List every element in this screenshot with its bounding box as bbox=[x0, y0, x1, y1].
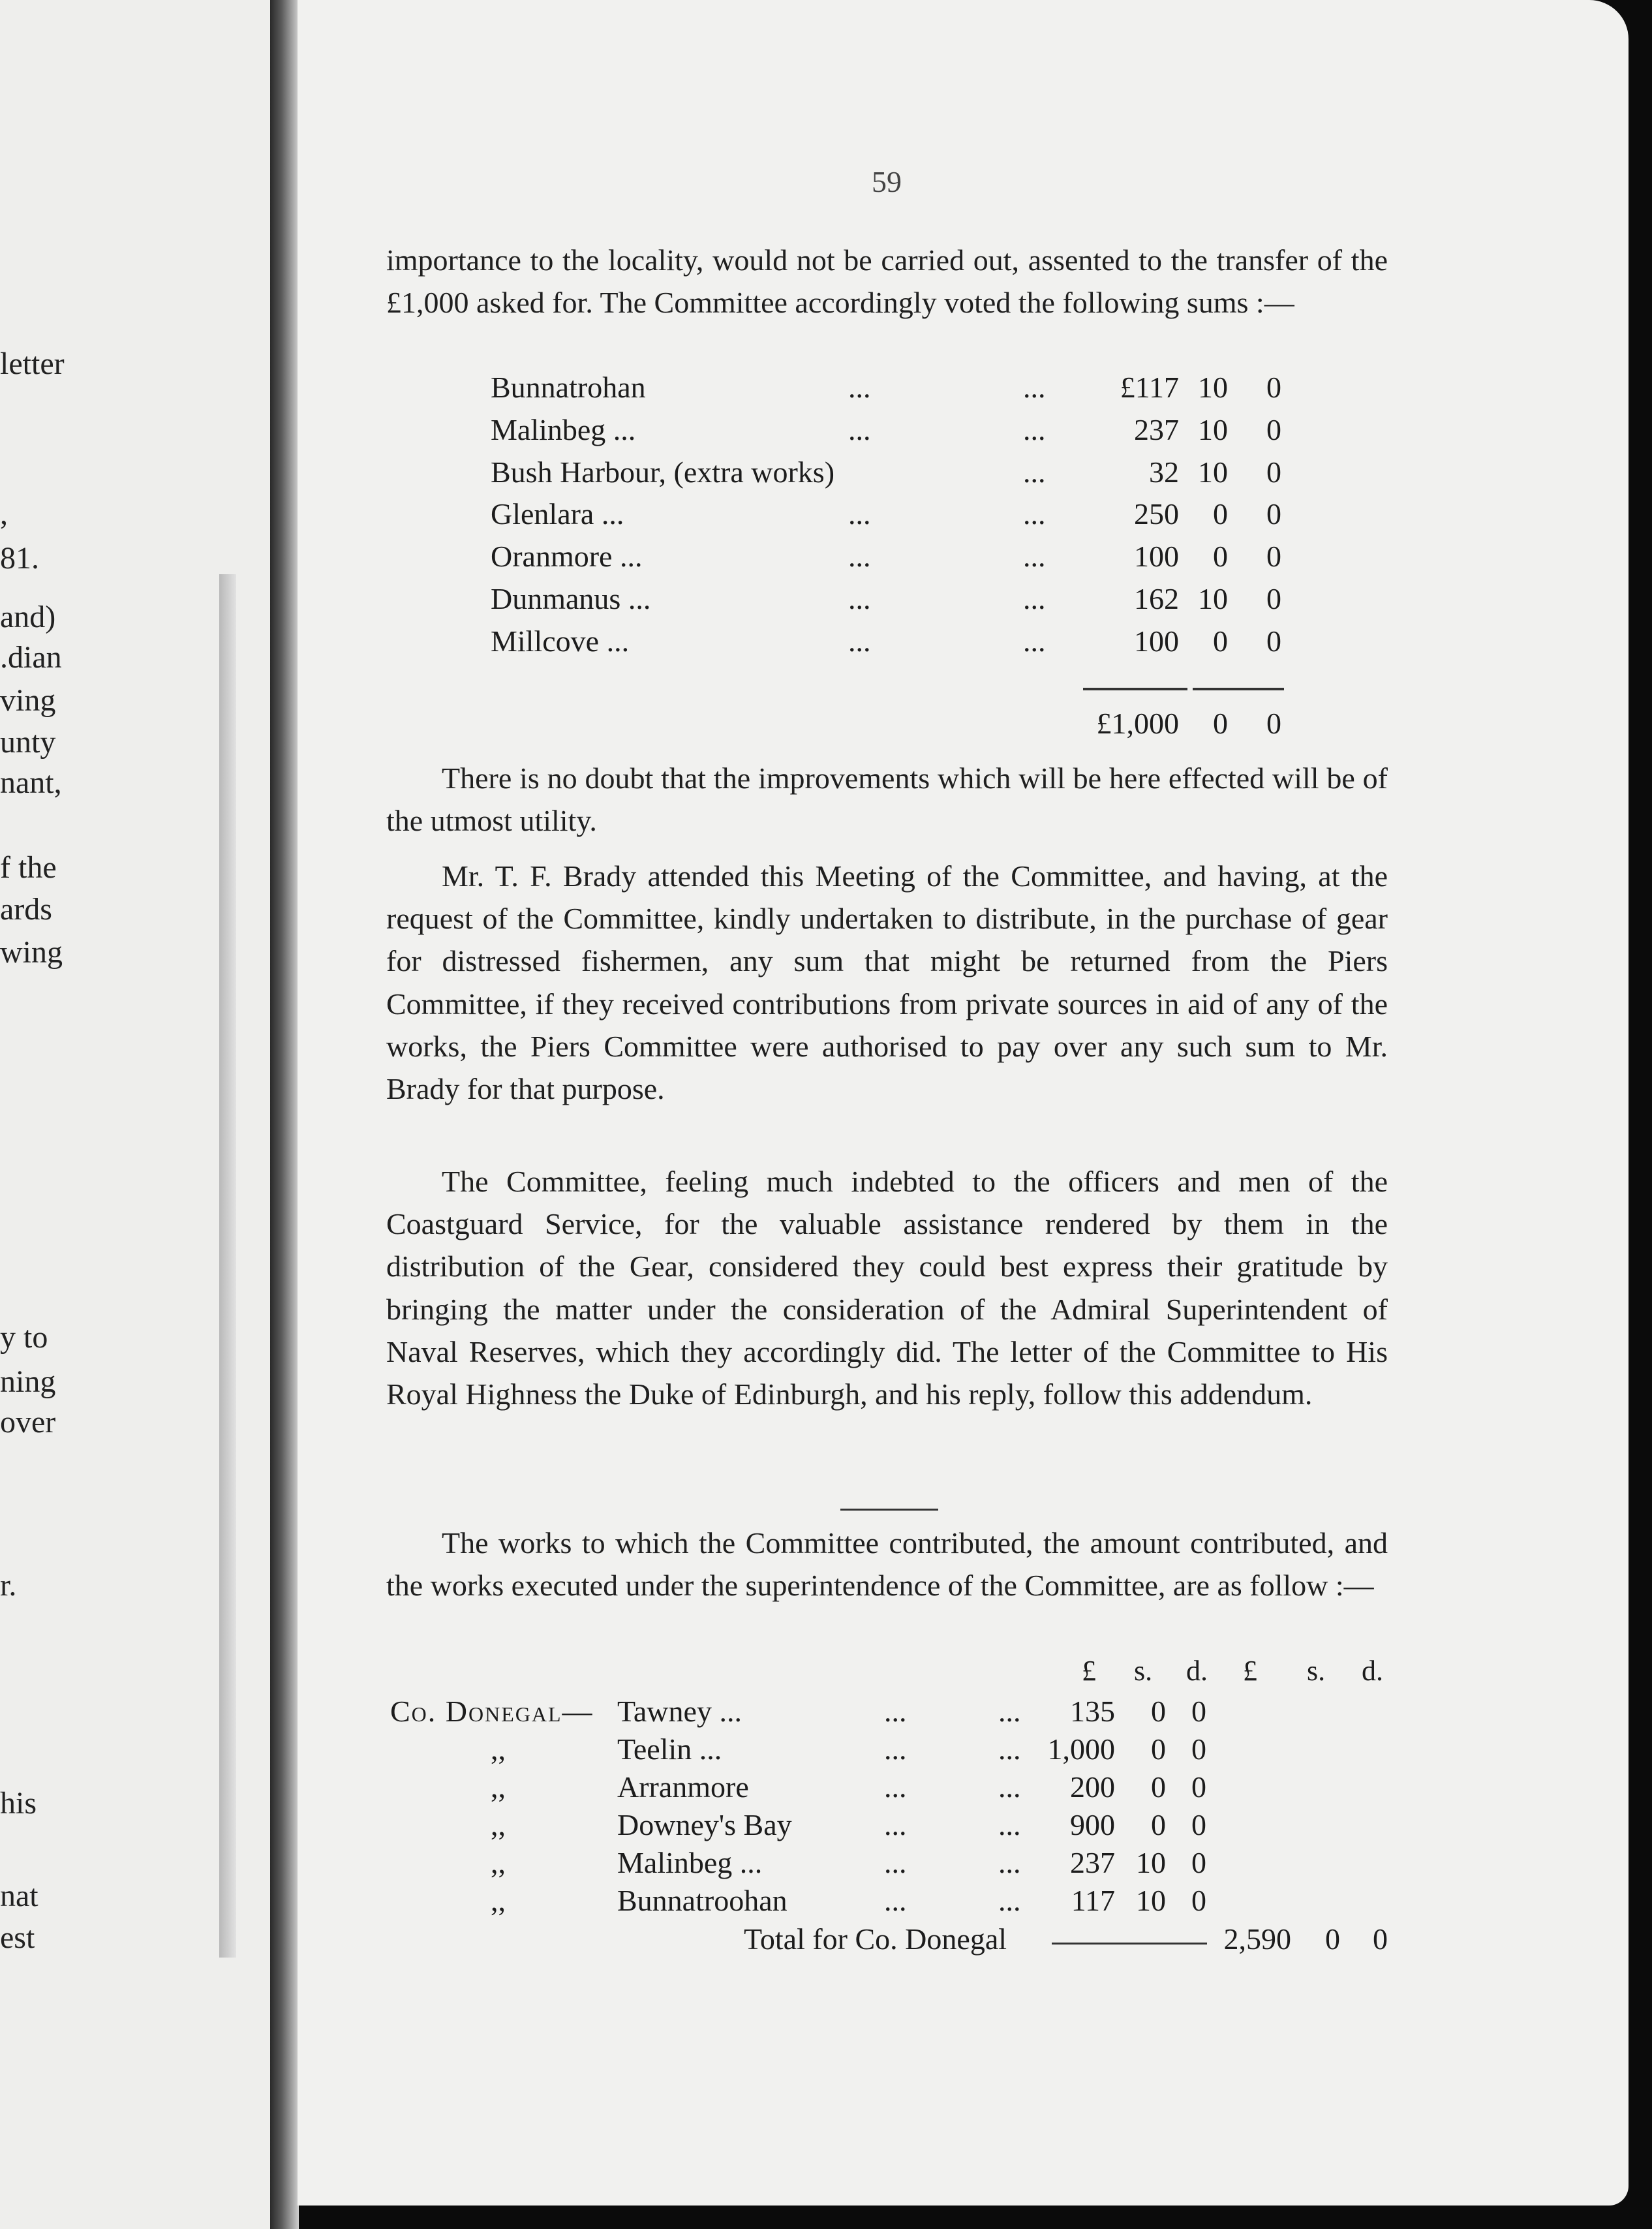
vote-shillings: 10 bbox=[1198, 582, 1228, 615]
vote-pounds: £117 bbox=[1120, 371, 1179, 404]
contribution-place: Downey's Bay bbox=[617, 1808, 792, 1841]
votes-total-pounds: £1,000 bbox=[1096, 707, 1179, 740]
vote-pounds: 250 bbox=[1134, 497, 1179, 531]
vote-leader-dots: ... bbox=[1023, 540, 1046, 574]
facing-page-fragment: , bbox=[0, 497, 8, 531]
contribution-shillings: 0 bbox=[1151, 1695, 1166, 1728]
vote-shillings: 0 bbox=[1213, 497, 1228, 531]
contribution-shillings: 0 bbox=[1151, 1732, 1166, 1766]
facing-page bbox=[0, 0, 274, 2229]
vote-location: Oranmore ... bbox=[491, 540, 643, 574]
vote-pence: 0 bbox=[1266, 624, 1281, 658]
vote-leader-dots: ... bbox=[1023, 412, 1046, 446]
facing-page-fragment: f the bbox=[0, 850, 57, 885]
votes-total-shillings: 0 bbox=[1213, 707, 1228, 740]
header-shillings-1: s. bbox=[1134, 1655, 1153, 1687]
facing-page-fragment: nant, bbox=[0, 765, 62, 800]
vote-pounds: 162 bbox=[1134, 582, 1179, 615]
county-prefix: Co. Donegal— bbox=[390, 1695, 594, 1728]
vote-leader-dots: ... bbox=[848, 371, 871, 404]
vote-pence: 0 bbox=[1266, 371, 1281, 404]
contribution-pence: 0 bbox=[1191, 1770, 1206, 1804]
vote-location: Malinbeg ... bbox=[491, 412, 636, 446]
facing-page-fragment: 81. bbox=[0, 541, 39, 576]
vote-shillings: 0 bbox=[1213, 624, 1228, 658]
intro-paragraph bbox=[386, 239, 1388, 324]
ditto-mark: ,, bbox=[491, 1808, 506, 1841]
vote-location: Glenlara ... bbox=[491, 497, 624, 531]
contribution-leader-dots: ... bbox=[884, 1770, 907, 1804]
contribution-place: Bunnatroohan bbox=[617, 1884, 788, 1917]
contribution-pence: 0 bbox=[1191, 1732, 1206, 1766]
contribution-place: Arranmore bbox=[617, 1770, 749, 1804]
contribution-shillings: 0 bbox=[1151, 1808, 1166, 1841]
contribution-pence: 0 bbox=[1191, 1695, 1206, 1728]
vote-location: Dunmanus ... bbox=[491, 582, 651, 615]
vote-shillings: 10 bbox=[1198, 371, 1228, 404]
page-number: 59 bbox=[872, 165, 902, 198]
vote-pence: 0 bbox=[1266, 412, 1281, 446]
vote-pounds: 32 bbox=[1149, 455, 1179, 489]
vote-shillings: 10 bbox=[1198, 412, 1228, 446]
contribution-place: Tawney ... bbox=[617, 1695, 742, 1728]
ditto-mark: ,, bbox=[491, 1846, 506, 1879]
brady-paragraph bbox=[386, 855, 1388, 1110]
vote-leader-dots: ... bbox=[1023, 455, 1046, 489]
contribution-pounds: 135 bbox=[1070, 1695, 1115, 1728]
vote-pence: 0 bbox=[1266, 497, 1281, 531]
binding-gutter bbox=[270, 0, 299, 2229]
facing-page-fragment: est bbox=[0, 1920, 35, 1955]
vote-location: Bunnatrohan bbox=[491, 371, 646, 404]
section-divider bbox=[840, 1509, 938, 1511]
vote-leader-dots: ... bbox=[1023, 624, 1046, 658]
facing-page-fragment: ning bbox=[0, 1364, 56, 1399]
contribution-leader-dots: ... bbox=[998, 1770, 1021, 1804]
county-total-shillings: 0 bbox=[1325, 1922, 1340, 1956]
county-total-pounds: 2,590 bbox=[1223, 1922, 1291, 1956]
votes-total-pence: 0 bbox=[1266, 707, 1281, 740]
vote-shillings: 0 bbox=[1213, 540, 1228, 574]
vote-leader-dots: ... bbox=[848, 540, 871, 574]
contribution-pence: 0 bbox=[1191, 1846, 1206, 1879]
works-text: The works to which the Committee contributed, the amount contributed, and the works executed under the superintendence of the Committee, are as follow :— bbox=[386, 1526, 1388, 1603]
contribution-leader-dots: ... bbox=[884, 1846, 907, 1879]
contribution-place: Malinbeg ... bbox=[617, 1846, 763, 1879]
intro-text: importance to the locality, would not be carried out, assented to the transfer of the £1,000 asked for. The Committee accordingly voted the following sums :— bbox=[386, 243, 1388, 320]
header-shillings-2: s. bbox=[1307, 1655, 1326, 1687]
vote-leader-dots: ... bbox=[1023, 582, 1046, 615]
facing-page-fragment: his bbox=[0, 1786, 37, 1821]
facing-page-fragment: unty bbox=[0, 725, 56, 760]
contribution-leader-dots: ... bbox=[998, 1808, 1021, 1841]
contribution-pence: 0 bbox=[1191, 1884, 1206, 1917]
facing-page-fragment: and) bbox=[0, 600, 56, 634]
sum-rule-shillings bbox=[1193, 688, 1284, 690]
county-total-label: Total for Co. Donegal bbox=[744, 1922, 1007, 1956]
header-pence-2: d. bbox=[1362, 1655, 1383, 1687]
works-paragraph bbox=[386, 1522, 1388, 1606]
contribution-leader-dots: ... bbox=[998, 1732, 1021, 1766]
contribution-place: Teelin ... bbox=[617, 1732, 722, 1766]
ditto-mark: ,, bbox=[491, 1884, 506, 1917]
vote-leader-dots: ... bbox=[1023, 497, 1046, 531]
facing-page-fragment: y to bbox=[0, 1320, 48, 1355]
brady-text: Mr. T. F. Brady attended this Meeting of the Committee, and having, at the request of the Committee, kindly undertaken to distribute, in the purchase of gear for distressed fishermen, any sum that might be returned from the Piers Committee, if they received contributions from private sources in aid of any of the works, the Piers Committee were authorised to pay over any such sum to Mr. Brady for that purpose. bbox=[386, 859, 1388, 1106]
vote-shillings: 10 bbox=[1198, 455, 1228, 489]
vote-leader-dots: ... bbox=[848, 582, 871, 615]
header-pounds-2: £ bbox=[1243, 1655, 1257, 1687]
facing-page-fragment: ving bbox=[0, 683, 56, 718]
facing-page-fragment: r. bbox=[0, 1568, 17, 1603]
vote-pence: 0 bbox=[1266, 455, 1281, 489]
sum-rule-pounds bbox=[1083, 688, 1187, 690]
contribution-leader-dots: ... bbox=[884, 1732, 907, 1766]
doubt-paragraph bbox=[386, 757, 1388, 842]
facing-page-fragment: wing bbox=[0, 935, 63, 970]
vote-location: Bush Harbour, (extra works) bbox=[491, 455, 835, 489]
contribution-leader-dots: ... bbox=[998, 1695, 1021, 1728]
facing-page-fragment: nat bbox=[0, 1879, 38, 1913]
facing-page-fragment: over bbox=[0, 1405, 56, 1439]
header-pounds-1: £ bbox=[1082, 1655, 1096, 1687]
vote-leader-dots: ... bbox=[848, 624, 871, 658]
doubt-text: There is no doubt that the improvements which will be here effected will be of the utmost utility. bbox=[386, 761, 1388, 838]
contribution-pounds: 117 bbox=[1071, 1884, 1115, 1917]
contribution-shillings: 0 bbox=[1151, 1770, 1166, 1804]
vote-pence: 0 bbox=[1266, 540, 1281, 574]
coastguard-paragraph bbox=[386, 1160, 1388, 1415]
contribution-leader-dots: ... bbox=[884, 1884, 907, 1917]
contribution-pounds: 900 bbox=[1070, 1808, 1115, 1841]
coastguard-text: The Committee, feeling much indebted to the officers and men of the Coastguard Service, for the valuable assistance rendered by them in the distribution of the Gear, considered they could best express their gratitude by bringing the matter under the consideration of the Admiral Superintendent of Naval Reserves, which they accordingly did. The letter of the Committee to His Royal Highness the Duke of Edinburgh, and his reply, follow this addendum. bbox=[386, 1165, 1388, 1411]
vote-pounds: 100 bbox=[1134, 540, 1179, 574]
contribution-leader-dots: ... bbox=[884, 1808, 907, 1841]
facing-page-fragment: .dian bbox=[0, 640, 62, 675]
total-leader-line bbox=[1052, 1943, 1207, 1945]
contribution-pounds: 200 bbox=[1070, 1770, 1115, 1804]
ditto-mark: ,, bbox=[491, 1770, 506, 1804]
contribution-pence: 0 bbox=[1191, 1808, 1206, 1841]
facing-page-fragment: letter bbox=[0, 346, 65, 381]
ditto-mark: ,, bbox=[491, 1732, 506, 1766]
contribution-pounds: 237 bbox=[1070, 1846, 1115, 1879]
page-edge-shadow bbox=[219, 574, 236, 1958]
county-total-pence: 0 bbox=[1373, 1922, 1388, 1956]
contribution-shillings: 10 bbox=[1136, 1884, 1166, 1917]
contribution-leader-dots: ... bbox=[998, 1846, 1021, 1879]
vote-pence: 0 bbox=[1266, 582, 1281, 615]
vote-leader-dots: ... bbox=[1023, 371, 1046, 404]
vote-pounds: 237 bbox=[1134, 412, 1179, 446]
contribution-shillings: 10 bbox=[1136, 1846, 1166, 1879]
vote-location: Millcove ... bbox=[491, 624, 630, 658]
vote-leader-dots: ... bbox=[848, 412, 871, 446]
contribution-pounds: 1,000 bbox=[1047, 1732, 1115, 1766]
contribution-leader-dots: ... bbox=[998, 1884, 1021, 1917]
facing-page-fragment: ards bbox=[0, 892, 52, 927]
header-pence-1: d. bbox=[1186, 1655, 1208, 1687]
vote-pounds: 100 bbox=[1134, 624, 1179, 658]
vote-leader-dots: ... bbox=[848, 497, 871, 531]
contribution-leader-dots: ... bbox=[884, 1695, 907, 1728]
